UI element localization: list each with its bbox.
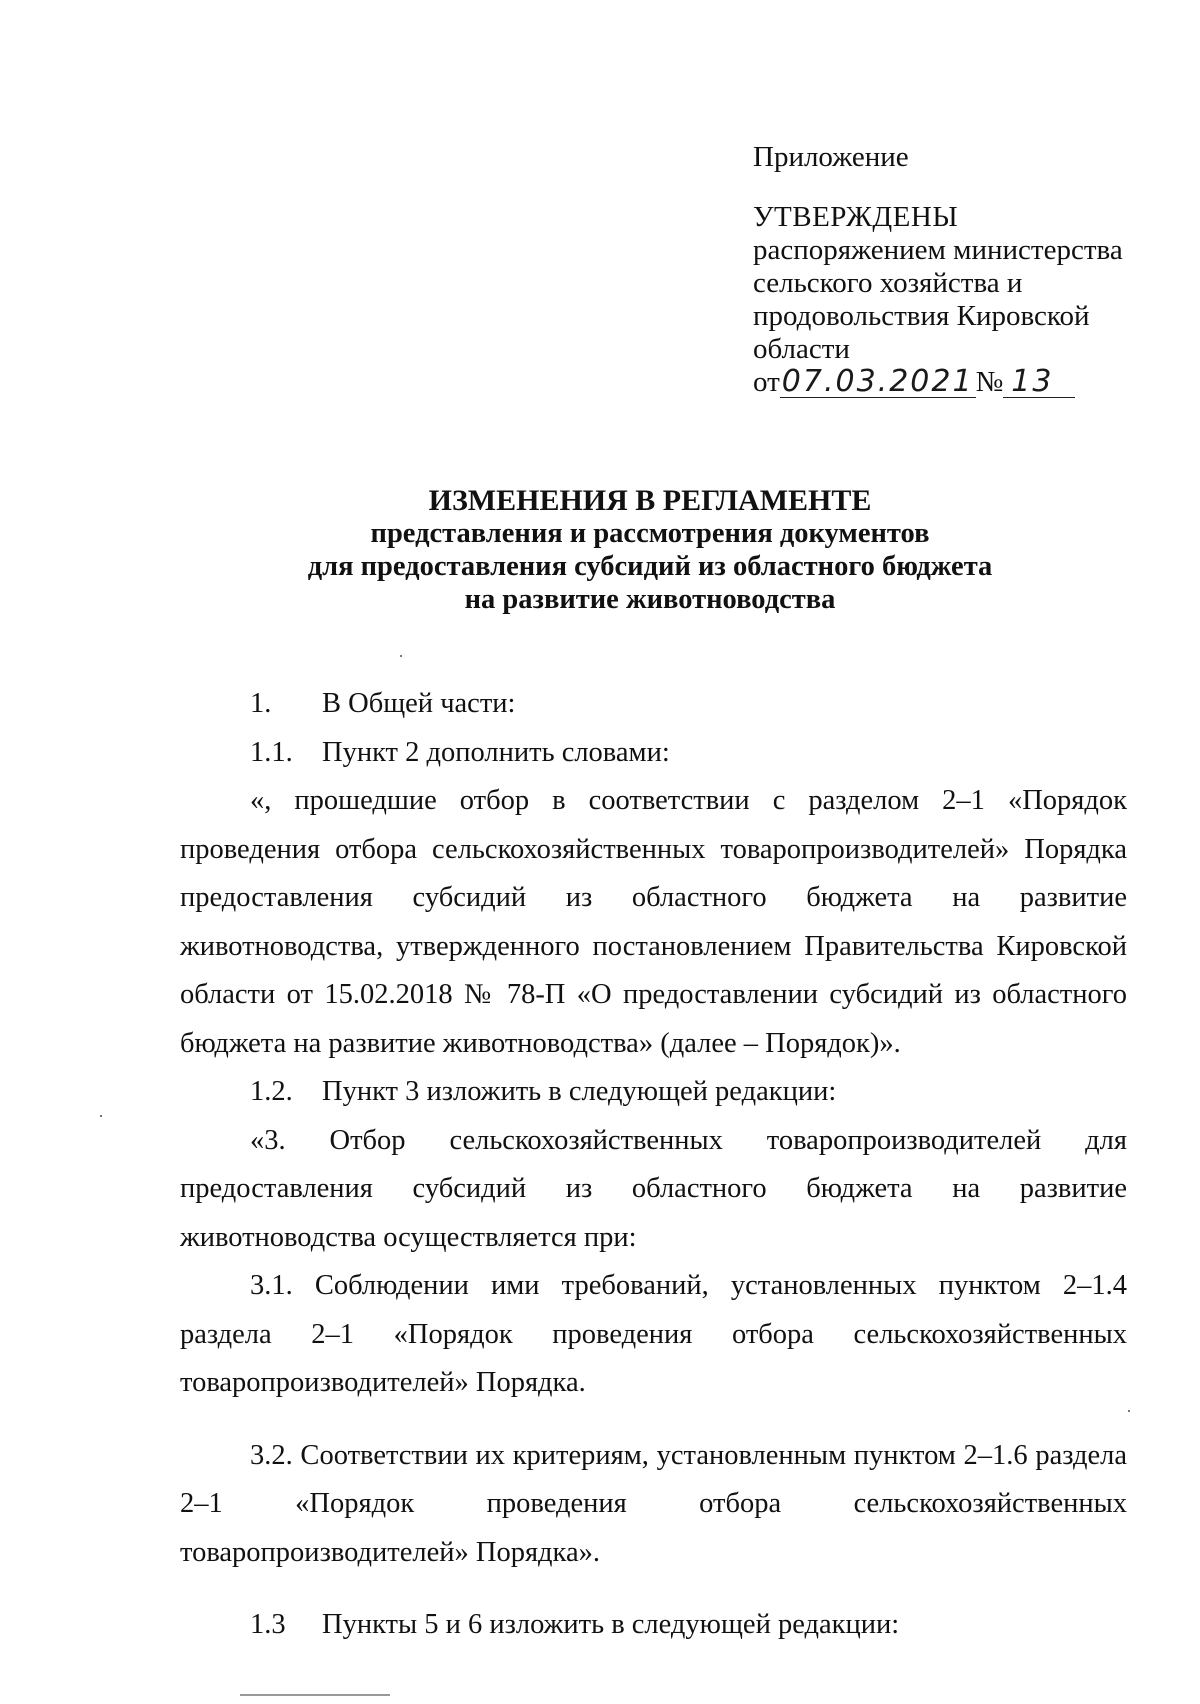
scan-artifact-dot: [100, 1115, 102, 1117]
title-line-4: на развитие животноводства: [464, 584, 836, 615]
item-1: [180, 680, 1127, 729]
item-1-3-number: 1.3: [250, 1609, 286, 1640]
appendix-label: Приложение: [753, 141, 909, 173]
item-1-1-text: Пункт 2 дополнить словами:: [322, 736, 670, 768]
title-line-1: ИЗМЕНЕНИЯ В РЕГЛАМЕНТЕ: [428, 484, 872, 517]
item-1-3-text: Пункты 5 и 6 изложить в следующей редакции:: [322, 1609, 900, 1640]
scan-artifact-bottom: [240, 1694, 390, 1696]
paragraph-point-2-addition: «, прошедшие отбор в соответствии с разделом 2–1 «Порядок проведения отбора сельскохозяйственных товаропроизводителей» Порядка предоставления субсидий из областного бюджета на развитие животноводства, утвержденного постановлением Правительства Кировской области от 15.02.2018 № 78-П «О предоставлении субсидий из областного бюджета на развитие животноводства» (далее – Порядок)».: [180, 785, 1127, 1059]
handwritten-number: 13: [1003, 367, 1075, 398]
scan-artifact-dot: [1128, 1410, 1130, 1412]
scan-artifact-dot: [400, 655, 402, 657]
approved-label: УТВЕРЖДЕНЫ: [753, 201, 959, 233]
date-prefix: от: [753, 366, 780, 398]
item-1-text: В Общей части:: [322, 688, 516, 719]
item-1-2-text: Пункт 3 изложить в следующей редакции:: [322, 1076, 837, 1107]
approval-line-2: сельского хозяйства и: [753, 267, 1023, 299]
title-line-3: для предоставления субсидий из областного бюджета: [307, 551, 993, 582]
item-1-3: [180, 1601, 1127, 1650]
approval-date-line: [753, 366, 1173, 399]
paragraph-point-3-2: 3.2. Соответствии их критериям, установленным пунктом 2–1.6 раздела 2–1 «Порядок проведения отбора сельскохозяйственных товаропроизводителей» Порядка».: [180, 1439, 1127, 1568]
handwritten-date: 07.03.2021: [781, 364, 974, 399]
paragraph-point-3-1: 3.1. Соблюдении ими требований, установленных пунктом 2–1.4 раздела 2–1 «Порядок проведения отбора сельскохозяйственных товаропроизводителей» Порядка.: [180, 1270, 1127, 1398]
document-body: [180, 680, 1127, 1650]
approval-line-3: продовольствия Кировской: [753, 300, 1090, 332]
item-1-1-number: 1.1.: [250, 736, 293, 768]
item-1-2: [180, 1068, 1127, 1117]
title-line-2: представления и рассмотрения документов: [370, 518, 930, 549]
item-1-number: 1.: [250, 688, 272, 719]
approval-line-1: распоряжением министерства: [753, 234, 1123, 266]
number-sign: №: [975, 366, 1004, 398]
approval-line-4: области: [753, 333, 850, 365]
document-title: [180, 484, 1120, 616]
paragraph-point-3: «3. Отбор сельскохозяйственных товаропроизводителей для предоставления субсидий из областного бюджета на развитие животноводства осуществляется при:: [180, 1124, 1127, 1253]
item-1-2-number: 1.2.: [250, 1076, 293, 1107]
item-1-1: [180, 729, 1127, 778]
approval-stamp-block: [753, 141, 1173, 399]
